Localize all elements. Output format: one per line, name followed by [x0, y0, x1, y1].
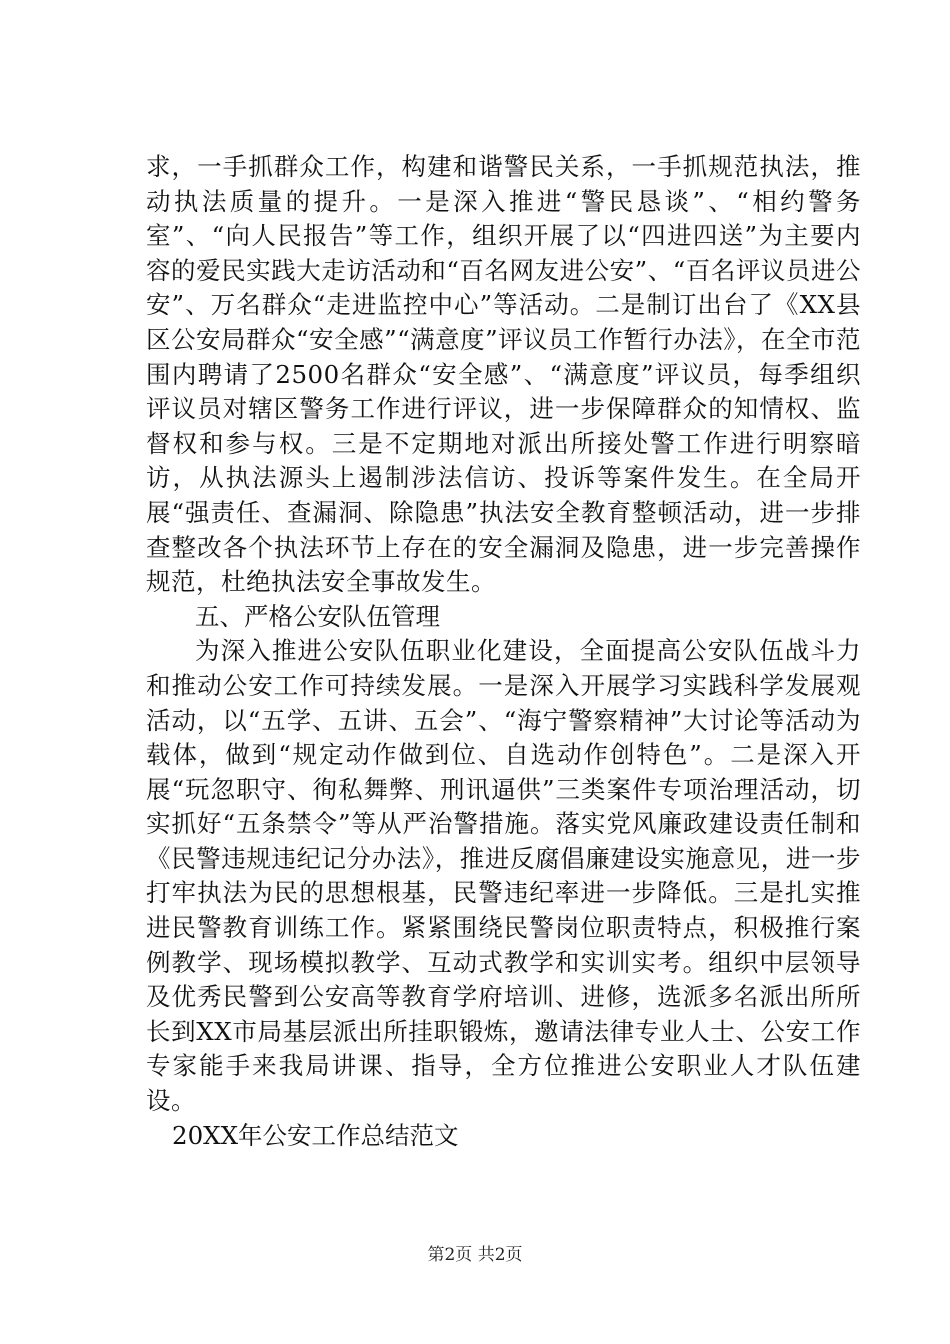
section-heading: 五、严格公安队伍管理 — [195, 601, 440, 631]
paragraph-2: 为深入推进公安队伍职业化建设，全面提高公安队伍战斗力和推动公安工作可持续发展。一是深入开展学习实践科学发展观活动，以“五学、五讲、五会”、“海宁警察精神”大讨论等活动为载体，做到“规定动作做到位、自选动作创特色”。二是深入开展“玩忽职守、徇私舞弊、刑讯逼供”三类案件专项治理活动，切实抓好“五条禁令”等从严治警措施。落实党风廉政建设责任制和《民警违规违纪记分办法》，推进反腐倡廉建设实施意见，进一步打牢执法为民的思想根基，民警违纪率进一步降低。三是扎实推进民警教育训练工作。紧紧围绕民警岗位职责特点，积极推行案例教学、现场模拟教学、互动式教学和实训实考。组织中层领导及优秀民警到公安高等教育学府培训、进修，选派多名派出所所长到XX市局基层派出所挂职锻炼，邀请法律专业人士、公安工作专家能手来我局讲课、指导，全方位推进公安职业人才队伍建设。 — [146, 636, 861, 1116]
page-footer: 第2页 共2页 — [427, 1245, 523, 1265]
paragraph-1: 求，一手抓群众工作，构建和谐警民关系，一手抓规范执法，推动执法质量的提升。一是深入推进“警民恳谈”、“相约警务室”、“向人民报告”等工作，组织开展了以“四进四送”为主要内容的爱民实践大走访活动和“百名网友进公安”、“百名评议员进公安”、万名群众“走进监控中心”等活动。二是制订出台了《XX县区公安局群众“安全感”“满意度”评议员工作暂行办法》，在全市范围内聘请了2500名群众“安全感”、“满意度”评议员，每季组织评议员对辖区警务工作进行评议，进一步保障群众的知情权、监督权和参与权。三是不定期地对派出所接处警工作进行明察暗访，从执法源头上遏制涉法信访、投诉等案件发生。在全局开展“强责任、查漏洞、除隐患”执法安全教育整顿活动，进一步排查整改各个执法环节上存在的安全漏洞及隐患，进一步完善操作规范，杜绝执法安全事故发生。 — [146, 152, 861, 597]
closing-title: 20XX年公安工作总结范文 — [172, 1120, 459, 1150]
document-body — [146, 150, 861, 1153]
